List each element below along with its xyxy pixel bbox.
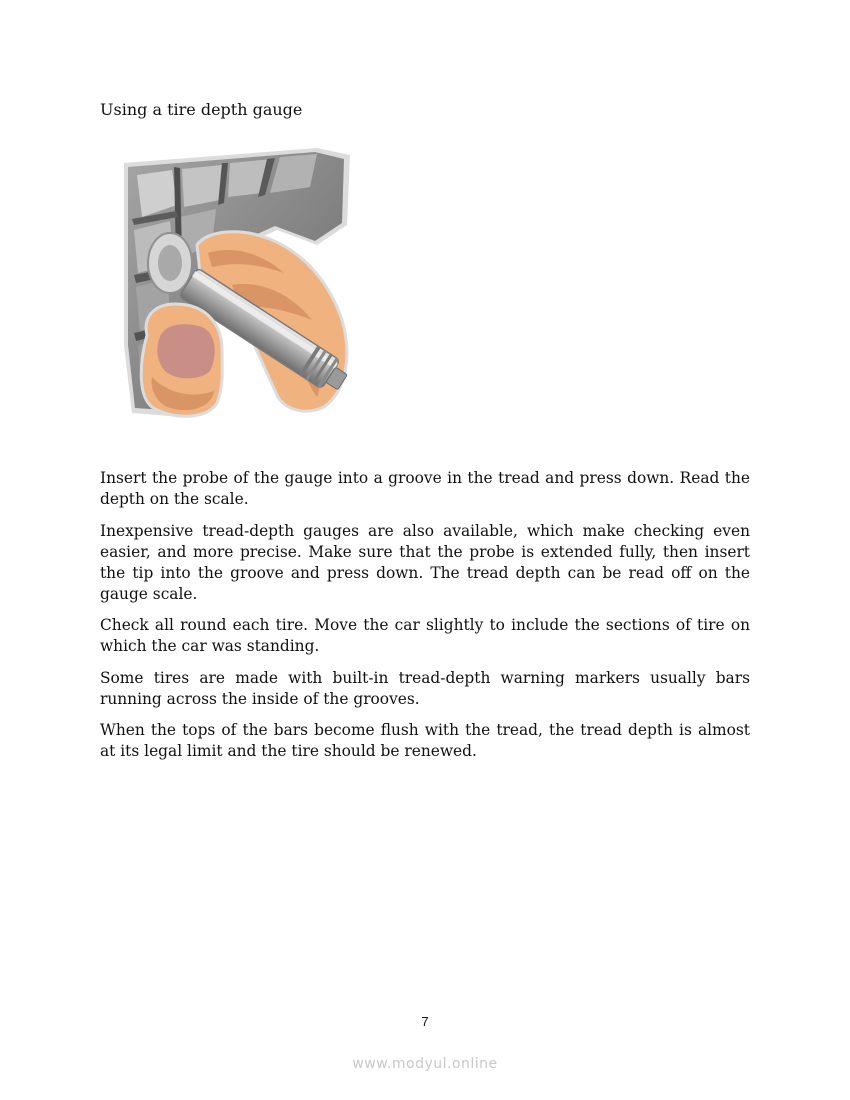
paragraph-3: Check all round each tire. Move the car slightly to include the sections of tire on which the car was standing.	[100, 616, 750, 655]
paragraph-1: Insert the probe of the gauge into a groove in the tread and press down. Read the depth on the scale.	[100, 469, 750, 508]
paragraph-2: Inexpensive tread-depth gauges are also available, which make checking even easier, and more precise. Make sure that the probe is extended fully, then insert the tip into the groove and press down. The tread depth can be read off on the gauge scale.	[100, 521, 750, 603]
page-number: 7	[421, 1014, 429, 1029]
tire-depth-gauge-illustration	[112, 145, 357, 427]
body-text	[100, 468, 750, 773]
paragraph-5: When the tops of the bars become flush with the tread, the tread depth is almost at its legal limit and the tire should be renewed.	[100, 721, 750, 760]
section-heading: Using a tire depth gauge	[100, 100, 303, 119]
paragraph-4: Some tires are made with built-in tread-depth warning markers usually bars running across the inside of the grooves.	[100, 668, 750, 708]
watermark: www.modyul.online	[352, 1056, 498, 1072]
